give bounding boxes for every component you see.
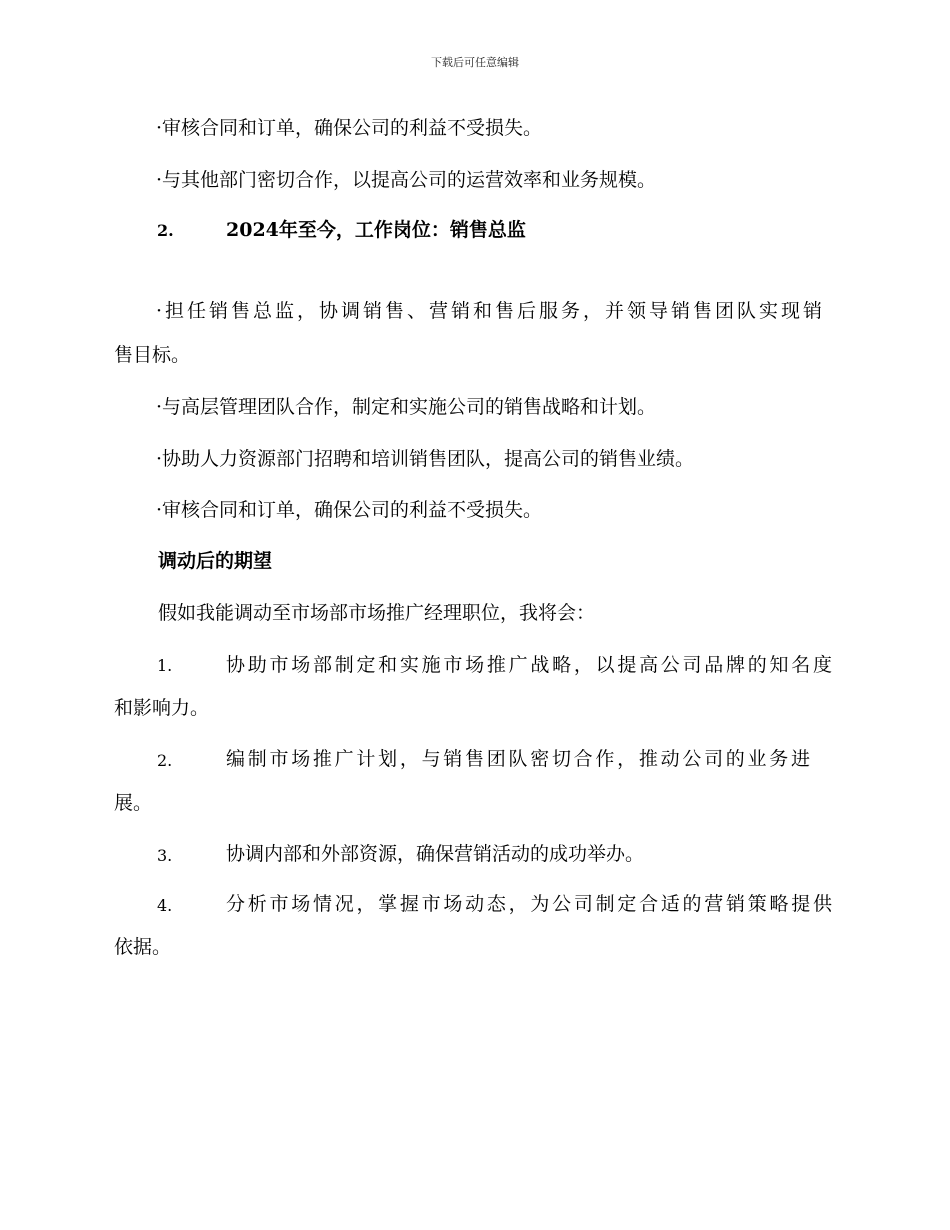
job-two-bullet-4: ·审核合同和订单，确保公司的利益不受损失。	[156, 499, 543, 521]
job-two-bullet-1-line-2: 售目标。	[114, 344, 191, 366]
expectation-2-line-1: 编制市场推广计划，与销售团队密切合作，推动公司的业务进	[226, 748, 810, 770]
page-header: 下载后可任意编辑	[431, 56, 519, 69]
job-two-number: 2.	[157, 221, 174, 240]
expectation-3-number: 3.	[157, 846, 173, 865]
expectation-3-line-1: 协调内部和外部资源，确保营销活动的成功举办。	[226, 843, 645, 865]
expectation-1-line-2: 和影响力。	[114, 697, 210, 719]
expectation-1-line-1: 协助市场部制定和实施市场推广战略，以提高公司品牌的知名度	[226, 654, 832, 676]
job-two-bullet-1-line-1: ·担任销售总监，协调销售、营销和售后服务，并领导销售团队实现销	[156, 300, 822, 322]
expectation-1-number: 1.	[157, 656, 173, 675]
expectations-heading: 调动后的期望	[158, 550, 273, 572]
expectation-4-line-1: 分析市场情况，掌握市场动态，为公司制定合适的营销策略提供	[226, 893, 832, 915]
expectation-4-line-2: 依据。	[114, 936, 172, 958]
job-two-bullet-2: ·与高层管理团队合作，制定和实施公司的销售战略和计划。	[156, 396, 657, 418]
bullet-cooperate-departments: ·与其他部门密切合作，以提高公司的运营效率和业务规模。	[156, 169, 657, 191]
expectation-2-number: 2.	[157, 751, 173, 770]
job-two-bullet-3: ·协助人力资源部门招聘和培训销售团队，提高公司的销售业绩。	[156, 448, 695, 470]
expectations-intro: 假如我能调动至市场部市场推广经理职位，我将会：	[158, 602, 596, 624]
bullet-review-contracts: ·审核合同和订单，确保公司的利益不受损失。	[156, 117, 543, 139]
expectation-4-number: 4.	[157, 896, 173, 915]
expectation-2-line-2: 展。	[114, 792, 153, 814]
job-two-title: 2024年至今，工作岗位：销售总监	[226, 219, 526, 241]
